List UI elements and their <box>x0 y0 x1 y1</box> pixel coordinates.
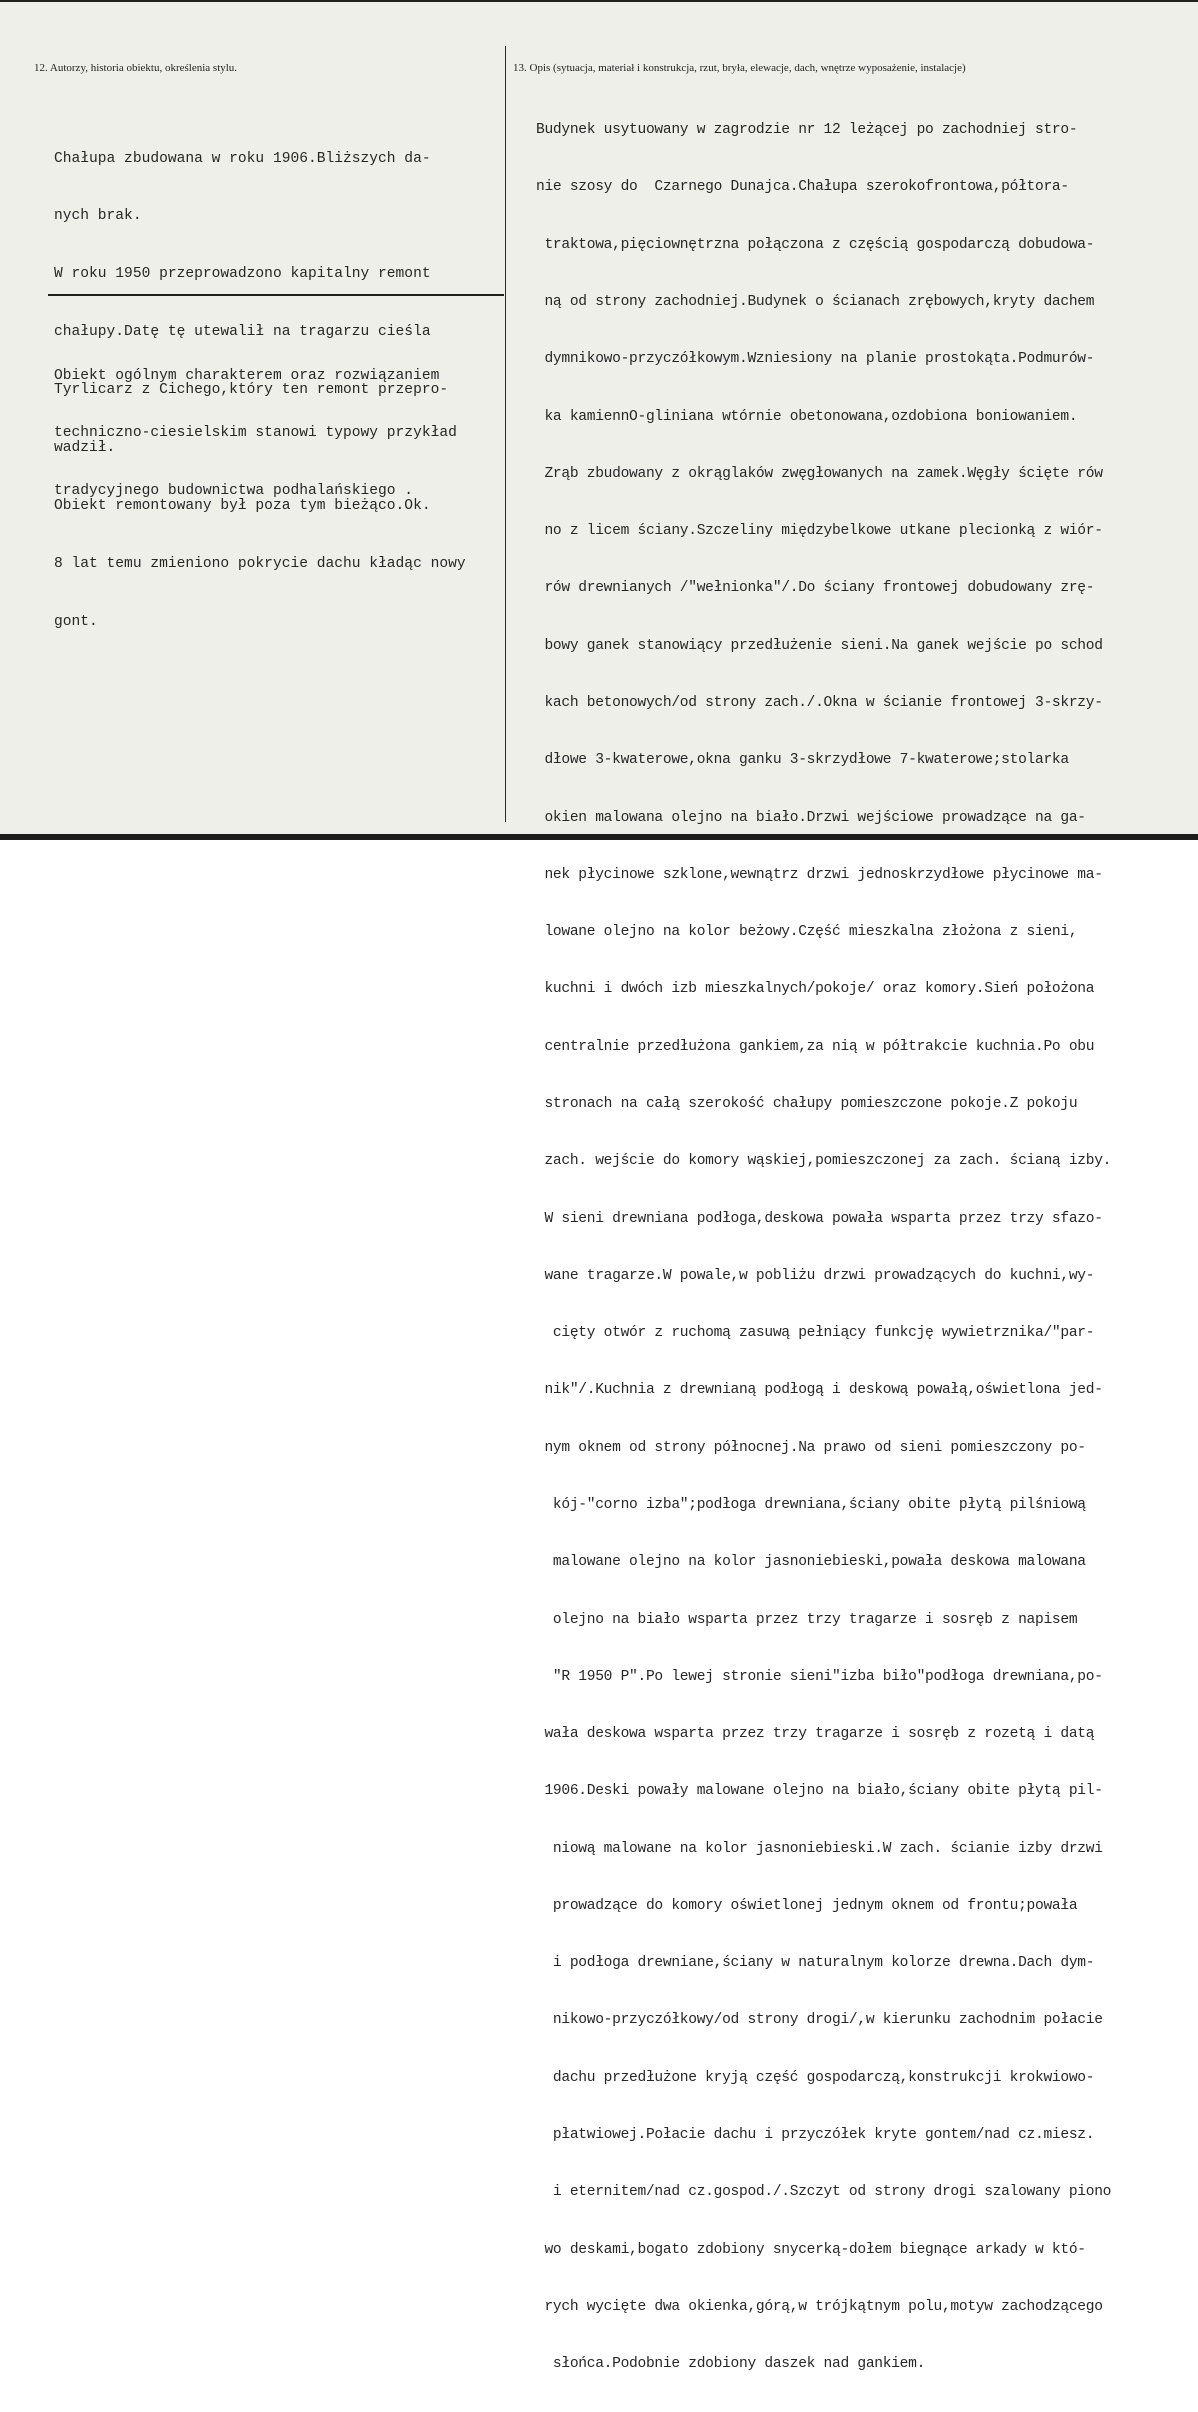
section-separator-line <box>48 294 504 296</box>
description-line: nie szosy do Czarnego Dunajca.Chałupa szerokofrontowa,półtora- <box>536 179 1069 196</box>
description-line: rów drewnianych /"wełnionka"/.Do ściany frontowej dobudowany zrę- <box>536 580 1095 597</box>
style-line: tradycyjnego budownictwa podhalańskiego . <box>54 483 414 500</box>
description-line: cięty otwór z ruchomą zasuwą pełniący funkcję wywietrznika/"par- <box>536 1325 1095 1342</box>
description-line: dachu przedłużone kryją część gospodarczą,konstrukcji krokwiowo- <box>536 2069 1095 2086</box>
description-line: ną od strony zachodniej.Budynek o ścianach zrębowych,kryty dachem <box>536 294 1095 311</box>
description-line: okien malowana olejno na biało.Drzwi wejściowe prowadzące na ga- <box>536 809 1086 826</box>
description-line: niową malowane na kolor jasnoniebieski.W zach. ścianie izby drzwi <box>536 1840 1103 1857</box>
history-line: Tyrlicarz z Cichego,który ten remont przepro- <box>54 382 449 399</box>
description-line: wane tragarze.W powale,w pobliżu drzwi prowadzących do kuchni,wy- <box>536 1267 1095 1284</box>
description-line: olejno na biało wsparta przez trzy tragarze i sosręb z napisem <box>536 1611 1078 1628</box>
description-line: nik"/.Kuchnia z drewnianą podłogą i deskową powałą,oświetlona jed- <box>536 1382 1103 1399</box>
history-line: wadził. <box>54 440 116 457</box>
history-line: 8 lat temu zmieniono pokrycie dachu kładąc nowy <box>54 555 466 572</box>
style-line: Obiekt ogólnym charakterem oraz rozwiązaniem <box>54 367 440 384</box>
description-line: malowane olejno na kolor jasnoniebieski,powała deskowa malowana <box>536 1554 1086 1571</box>
description-line: prowadzące do komory oświetlonej jednym oknem od frontu;powała <box>536 1897 1078 1914</box>
description-line: stronach na całą szerokość chałupy pomieszczone pokoje.Z pokoju <box>536 1095 1078 1112</box>
description-line: nym oknem od strony północnej.Na prawo od sieni pomieszczony po- <box>536 1439 1086 1456</box>
description-line: dłowe 3-kwaterowe,okna ganku 3-skrzydłowe 7-kwaterowe;stolarka <box>536 752 1069 769</box>
description-line: płatwiowej.Połacie dachu i przyczółek kryte gontem/nad cz.miesz. <box>536 2127 1095 2144</box>
description-line: ka kamiennO-gliniana wtórnie obetonowana,ozdobiona boniowaniem. <box>536 408 1078 425</box>
description-text <box>536 83 1111 2412</box>
description-line: bowy ganek stanowiący przedłużenie sieni.Na ganek wejście po schod <box>536 637 1103 654</box>
section-13-title: 13. Opis (sytuacja, materiał i konstrukcja, rzut, bryła, elewacje, dach, wnętrze wyposażenie, instalacje) <box>513 62 966 74</box>
style-line: techniczno-ciesielskim stanowi typowy przykład <box>54 425 457 442</box>
description-line: wała deskowa wsparta przez trzy tragarze i sosręb z rozetą i datą <box>536 1726 1095 1743</box>
description-line: Zrąb zbudowany z okrąglaków zwęgłowanych na zamek.Węgły ścięte rów <box>536 465 1103 482</box>
history-line: Obiekt remontowany był poza tym bieżąco.Ok. <box>54 497 431 514</box>
description-line: kach betonowych/od strony zach./.Okna w ścianie frontowej 3-skrzy- <box>536 695 1103 711</box>
description-line: zach. wejście do komory wąskiej,pomieszczonej za zach. ścianą izby. <box>536 1153 1112 1170</box>
description-line: nikowo-przyczółkowy/od strony drogi/,w kierunku zachodnim połacie <box>536 2012 1103 2029</box>
history-line: gont. <box>54 613 98 630</box>
description-line: słońca.Podobnie zdobiony daszek nad gankiem. <box>536 2356 926 2373</box>
description-line: "R 1950 P".Po lewej stronie sieni"izba biło"podłoga drewniana,po- <box>536 1668 1103 1685</box>
description-line: Budynek usytuowany w zagrodzie nr 12 leżącej po zachodniej stro- <box>536 122 1078 139</box>
description-line: W sieni drewniana podłoga,deskowa powała wsparta przez trzy sfazo- <box>536 1210 1103 1227</box>
description-line: kój-"corno izba";podłoga drewniana,ściany obite płytą pilśniową <box>536 1496 1086 1513</box>
history-line: nych brak. <box>54 208 142 225</box>
description-line: rych wycięte dwa okienka,górą,w trójkątnym polu,motyw zachodzącego <box>536 2298 1103 2315</box>
description-line: i eternitem/nad cz.gospod./.Szczyt od strony drogi szalowany piono <box>536 2184 1112 2201</box>
description-line: lowane olejno na kolor beżowy.Część mieszkalna złożona z sieni, <box>536 924 1078 941</box>
history-line: W roku 1950 przeprowadzono kapitalny remont <box>54 266 431 283</box>
description-line: i podłoga drewniane,ściany w naturalnym kolorze drewna.Dach dym- <box>536 1955 1095 1972</box>
description-line: no z licem ściany.Szczeliny międzybelkowe utkane plecionką z wiór- <box>536 523 1103 540</box>
section-12-title: 12. Autorzy, historia obiektu, określenia stylu. <box>34 62 238 74</box>
history-line: chałupy.Datę tę utewalił na tragarzu cieśla <box>54 324 431 341</box>
column-divider <box>505 46 506 822</box>
description-line: kuchni i dwóch izb mieszkalnych/pokoje/ oraz komory.Sień położona <box>536 981 1095 998</box>
description-line: centralnie przedłużona gankiem,za nią w półtrakcie kuchnia.Po obu <box>536 1038 1095 1055</box>
description-line: nek płycinowe szklone,wewnątrz drzwi jednoskrzydłowe płycinowe ma- <box>536 866 1103 883</box>
description-line: traktowa,pięciownętrzna połączona z częścią gospodarczą dobudowa- <box>536 236 1095 253</box>
description-line: dymnikowo-przyczółkowym.Wzniesiony na planie prostokąta.Podmurów- <box>536 351 1095 368</box>
description-line: 1906.Deski powały malowane olejno na biało,ściany obite płytą pil- <box>536 1783 1103 1800</box>
history-line: Chałupa zbudowana w roku 1906.Bliższych da- <box>54 150 431 167</box>
style-text <box>54 328 457 540</box>
description-line: wo deskami,bogato zdobiony snycerką-dołem biegnące arkady w któ- <box>536 2241 1086 2258</box>
